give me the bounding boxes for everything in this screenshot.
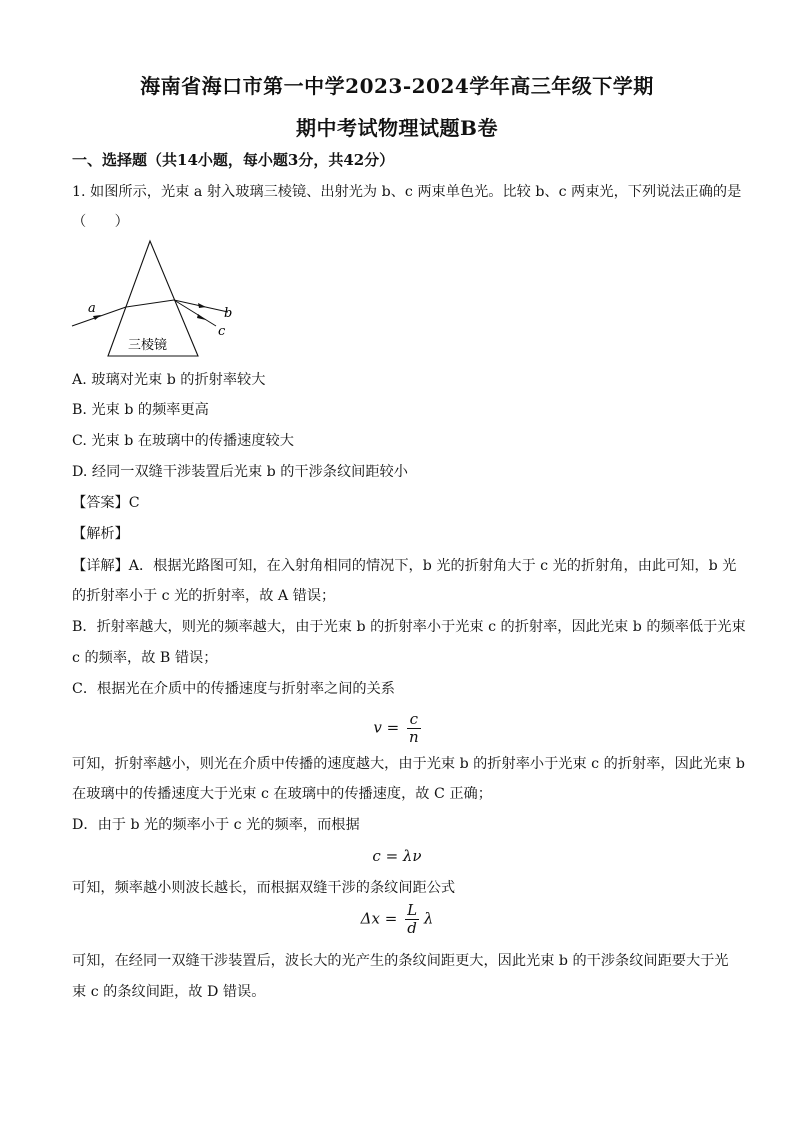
analysis-p4-line1: 可知，折射率越小，则光在介质中传播的速度越大，由于光束 b 的折射率小于光束 c 的折射率，因此光束 b bbox=[72, 756, 745, 772]
ray-c-label: c bbox=[218, 324, 226, 339]
option-a: A. 玻璃对光束 b 的折射率较大 bbox=[72, 372, 266, 388]
eq3-lhs: Δx = bbox=[360, 909, 398, 928]
eq3-fraction bbox=[405, 902, 419, 937]
eq3-denominator: d bbox=[407, 919, 417, 937]
eq1-denominator: n bbox=[408, 728, 419, 746]
equation-v-c-over-n bbox=[0, 711, 794, 746]
document-title-line2: 期中考试物理试题B卷 bbox=[296, 116, 498, 140]
analysis-p2-line2: c 的频率，故 B 错误； bbox=[72, 650, 218, 666]
option-d: D. 经同一双缝干涉装置后光束 b 的干涉条纹间距较小 bbox=[72, 464, 408, 480]
equation-c-lambda-nu: c = λν bbox=[372, 847, 422, 865]
equation-fringe-spacing bbox=[0, 902, 794, 937]
ray-c-arrow bbox=[197, 314, 206, 320]
ray-inside bbox=[126, 300, 174, 307]
option-b: B. 光束 b 的频率更高 bbox=[72, 402, 209, 418]
eq1-lhs: v = bbox=[373, 718, 400, 737]
analysis-p3-line1: C．根据光在介质中的传播速度与折射率之间的关系 bbox=[72, 681, 395, 697]
prism-figure bbox=[66, 238, 246, 360]
analysis-p7-line1: 可知，在经同一双缝干涉装置后，波长大的光产生的条纹间距更大，因此光束 b 的干涉条纹间距要大于光 bbox=[72, 953, 729, 969]
analysis-p2-line1: B．折射率越大，则光的频率越大，由于光束 b 的折射率小于光束 c 的折射率，因此光束 b 的频率低于光束 bbox=[72, 619, 746, 635]
analysis-p6-line1: 可知，频率越小则波长越长，而根据双缝干涉的条纹间距公式 bbox=[72, 880, 456, 896]
eq3-rhs: λ bbox=[423, 909, 434, 928]
question-stem-line2: （ ） bbox=[72, 214, 129, 230]
option-c: C. 光束 b 在玻璃中的传播速度较大 bbox=[72, 433, 294, 449]
analysis-p5-line1: D．由于 b 光的频率小于 c 光的频率，而根据 bbox=[72, 817, 360, 833]
analysis-p1-line2: 的折射率小于 c 光的折射率，故 A 错误； bbox=[72, 588, 336, 604]
question-stem-line1: 1. 如图所示，光束 a 射入玻璃三棱镜、出射光为 b、c 两束单色光。比较 b、c 两束光，下列说法正确的是 bbox=[72, 184, 742, 200]
eq3-numerator: L bbox=[407, 901, 418, 919]
analysis-p4-line2: 在玻璃中的传播速度大于光束 c 在玻璃中的传播速度，故 C 正确； bbox=[72, 786, 492, 802]
section-heading: 一、选择题（共14小题，每小题3分，共42分） bbox=[72, 151, 395, 169]
ray-a-label: a bbox=[88, 301, 96, 316]
document-title-line1: 海南省海口市第一中学2023-2024学年高三年级下学期 bbox=[140, 74, 654, 98]
answer-label: 【答案】C bbox=[72, 495, 140, 511]
eq1-fraction bbox=[407, 711, 421, 746]
eq1-numerator: c bbox=[407, 711, 421, 729]
ray-b-label: b bbox=[224, 306, 233, 321]
analysis-label: 【解析】 bbox=[72, 526, 129, 542]
prism-label: 三棱镜 bbox=[128, 338, 168, 353]
analysis-p1-line1: 【详解】A．根据光路图可知，在入射角相同的情况下，b 光的折射角大于 c 光的折射角，由此可知，b 光 bbox=[72, 558, 737, 574]
analysis-p7-line2: 束 c 的条纹间距，故 D 错误。 bbox=[72, 984, 266, 1000]
